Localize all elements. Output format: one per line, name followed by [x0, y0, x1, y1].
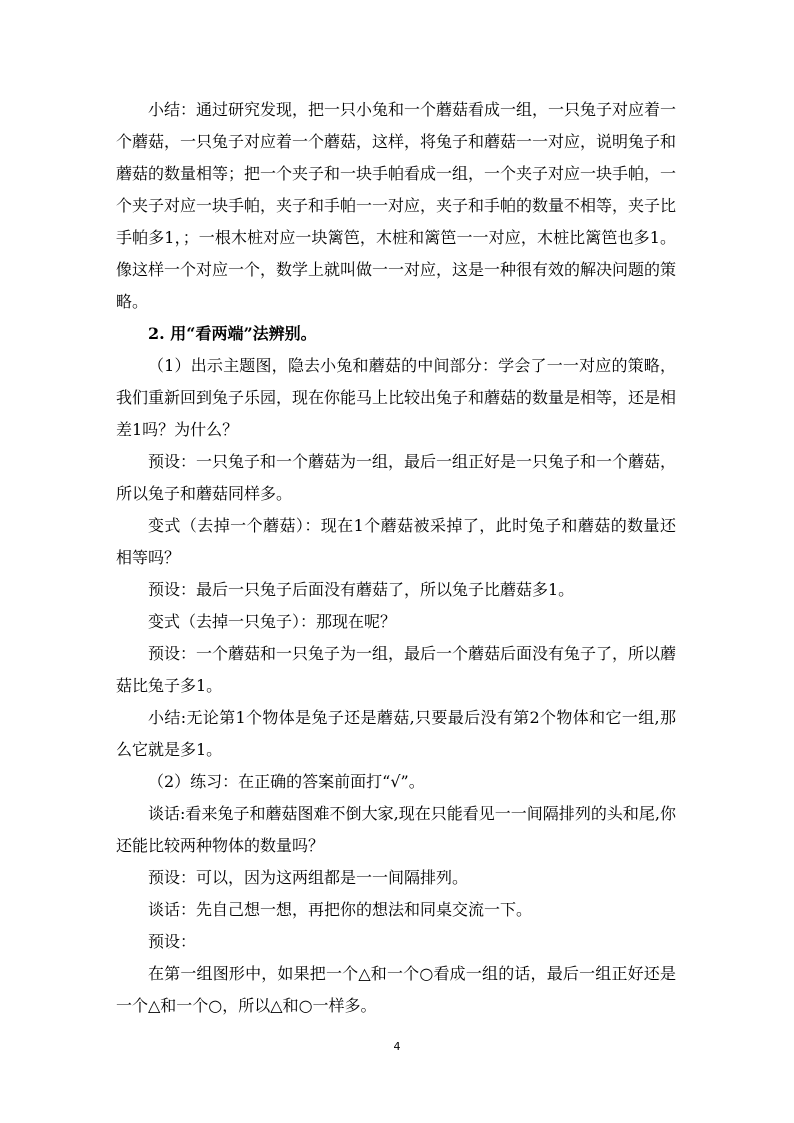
paragraph-preset-5: 预设：: [148, 932, 197, 951]
paragraph-variant-2: 变式（去掉一只兔子）：那现在呢？: [148, 612, 397, 631]
paragraph-preset-4: 预设：可以，因为这两组都是一一间隔排列。: [148, 868, 469, 887]
paragraph-explanation: 在第一组图形中，如果把一个△和一个○看成一组的话，最后一组正好还是一个△和一个○，所以△和○一样多。: [116, 964, 676, 1015]
paragraph-variant-1: 变式（去掉一个蘑菇）：现在1个蘑菇被采掉了，此时兔子和蘑菇的数量还相等吗？: [116, 516, 676, 567]
paragraph-step-1: （1）出示主题图，隐去小兔和蘑菇的中间部分：学会了一一对应的策略，我们重新回到兔子乐园，现在你能马上比较出兔子和蘑菇的数量是相等，还是相差1吗？为什么？: [116, 356, 677, 439]
paragraph-talk-2: 谈话：先自己想一想，再把你的想法和同桌交流一下。: [148, 900, 533, 919]
page-number: 4: [393, 1040, 401, 1053]
page-content: [116, 94, 676, 1022]
paragraph-preset-3: 预设：一个蘑菇和一只兔子为一组，最后一个蘑菇后面没有兔子了，所以蘑菇比兔子多1。: [116, 644, 677, 695]
paragraph-preset-2: 预设：最后一只兔子后面没有蘑菇了，所以兔子比蘑菇多1。: [148, 580, 575, 599]
paragraph-step-2: （2）练习：在正确的答案前面打“√”。: [148, 772, 425, 791]
section-heading: 2. 用“看两端”法辨别。: [148, 324, 317, 343]
paragraph-summary-2: 小结:无论第1个物体是兔子还是蘑菇,只要最后没有第2个物体和它一组,那么它就是多1。: [116, 708, 676, 759]
paragraph-summary-1: 小结：通过研究发现，把一只小兔和一个蘑菇看成一组，一只兔子对应着一个蘑菇，一只兔子对应着一个蘑菇，这样，将兔子和蘑菇一一对应，说明兔子和蘑菇的数量相等；把一个夹子和一块手帕看成一组，一个夹子对应一块手帕，一个夹子对应一块手帕，夹子和手帕一一对应，夹子和手帕的数量不相等，夹子比手帕多1，；一根木桩对应一块篱笆，木桩和篱笆一一对应，木桩比篱笆也多1。像这样一个对应一个，数学上就叫做一一对应，这是一种很有效的解决问题的策略。: [116, 100, 677, 311]
paragraph-talk-1: 谈话:看来兔子和蘑菇图难不倒大家,现在只能看见一一间隔排列的头和尾,你还能比较两种物体的数量吗？: [116, 804, 676, 855]
paragraph-preset-1: 预设：一只兔子和一个蘑菇为一组，最后一组正好是一只兔子和一个蘑菇，所以兔子和蘑菇同样多。: [116, 452, 677, 503]
